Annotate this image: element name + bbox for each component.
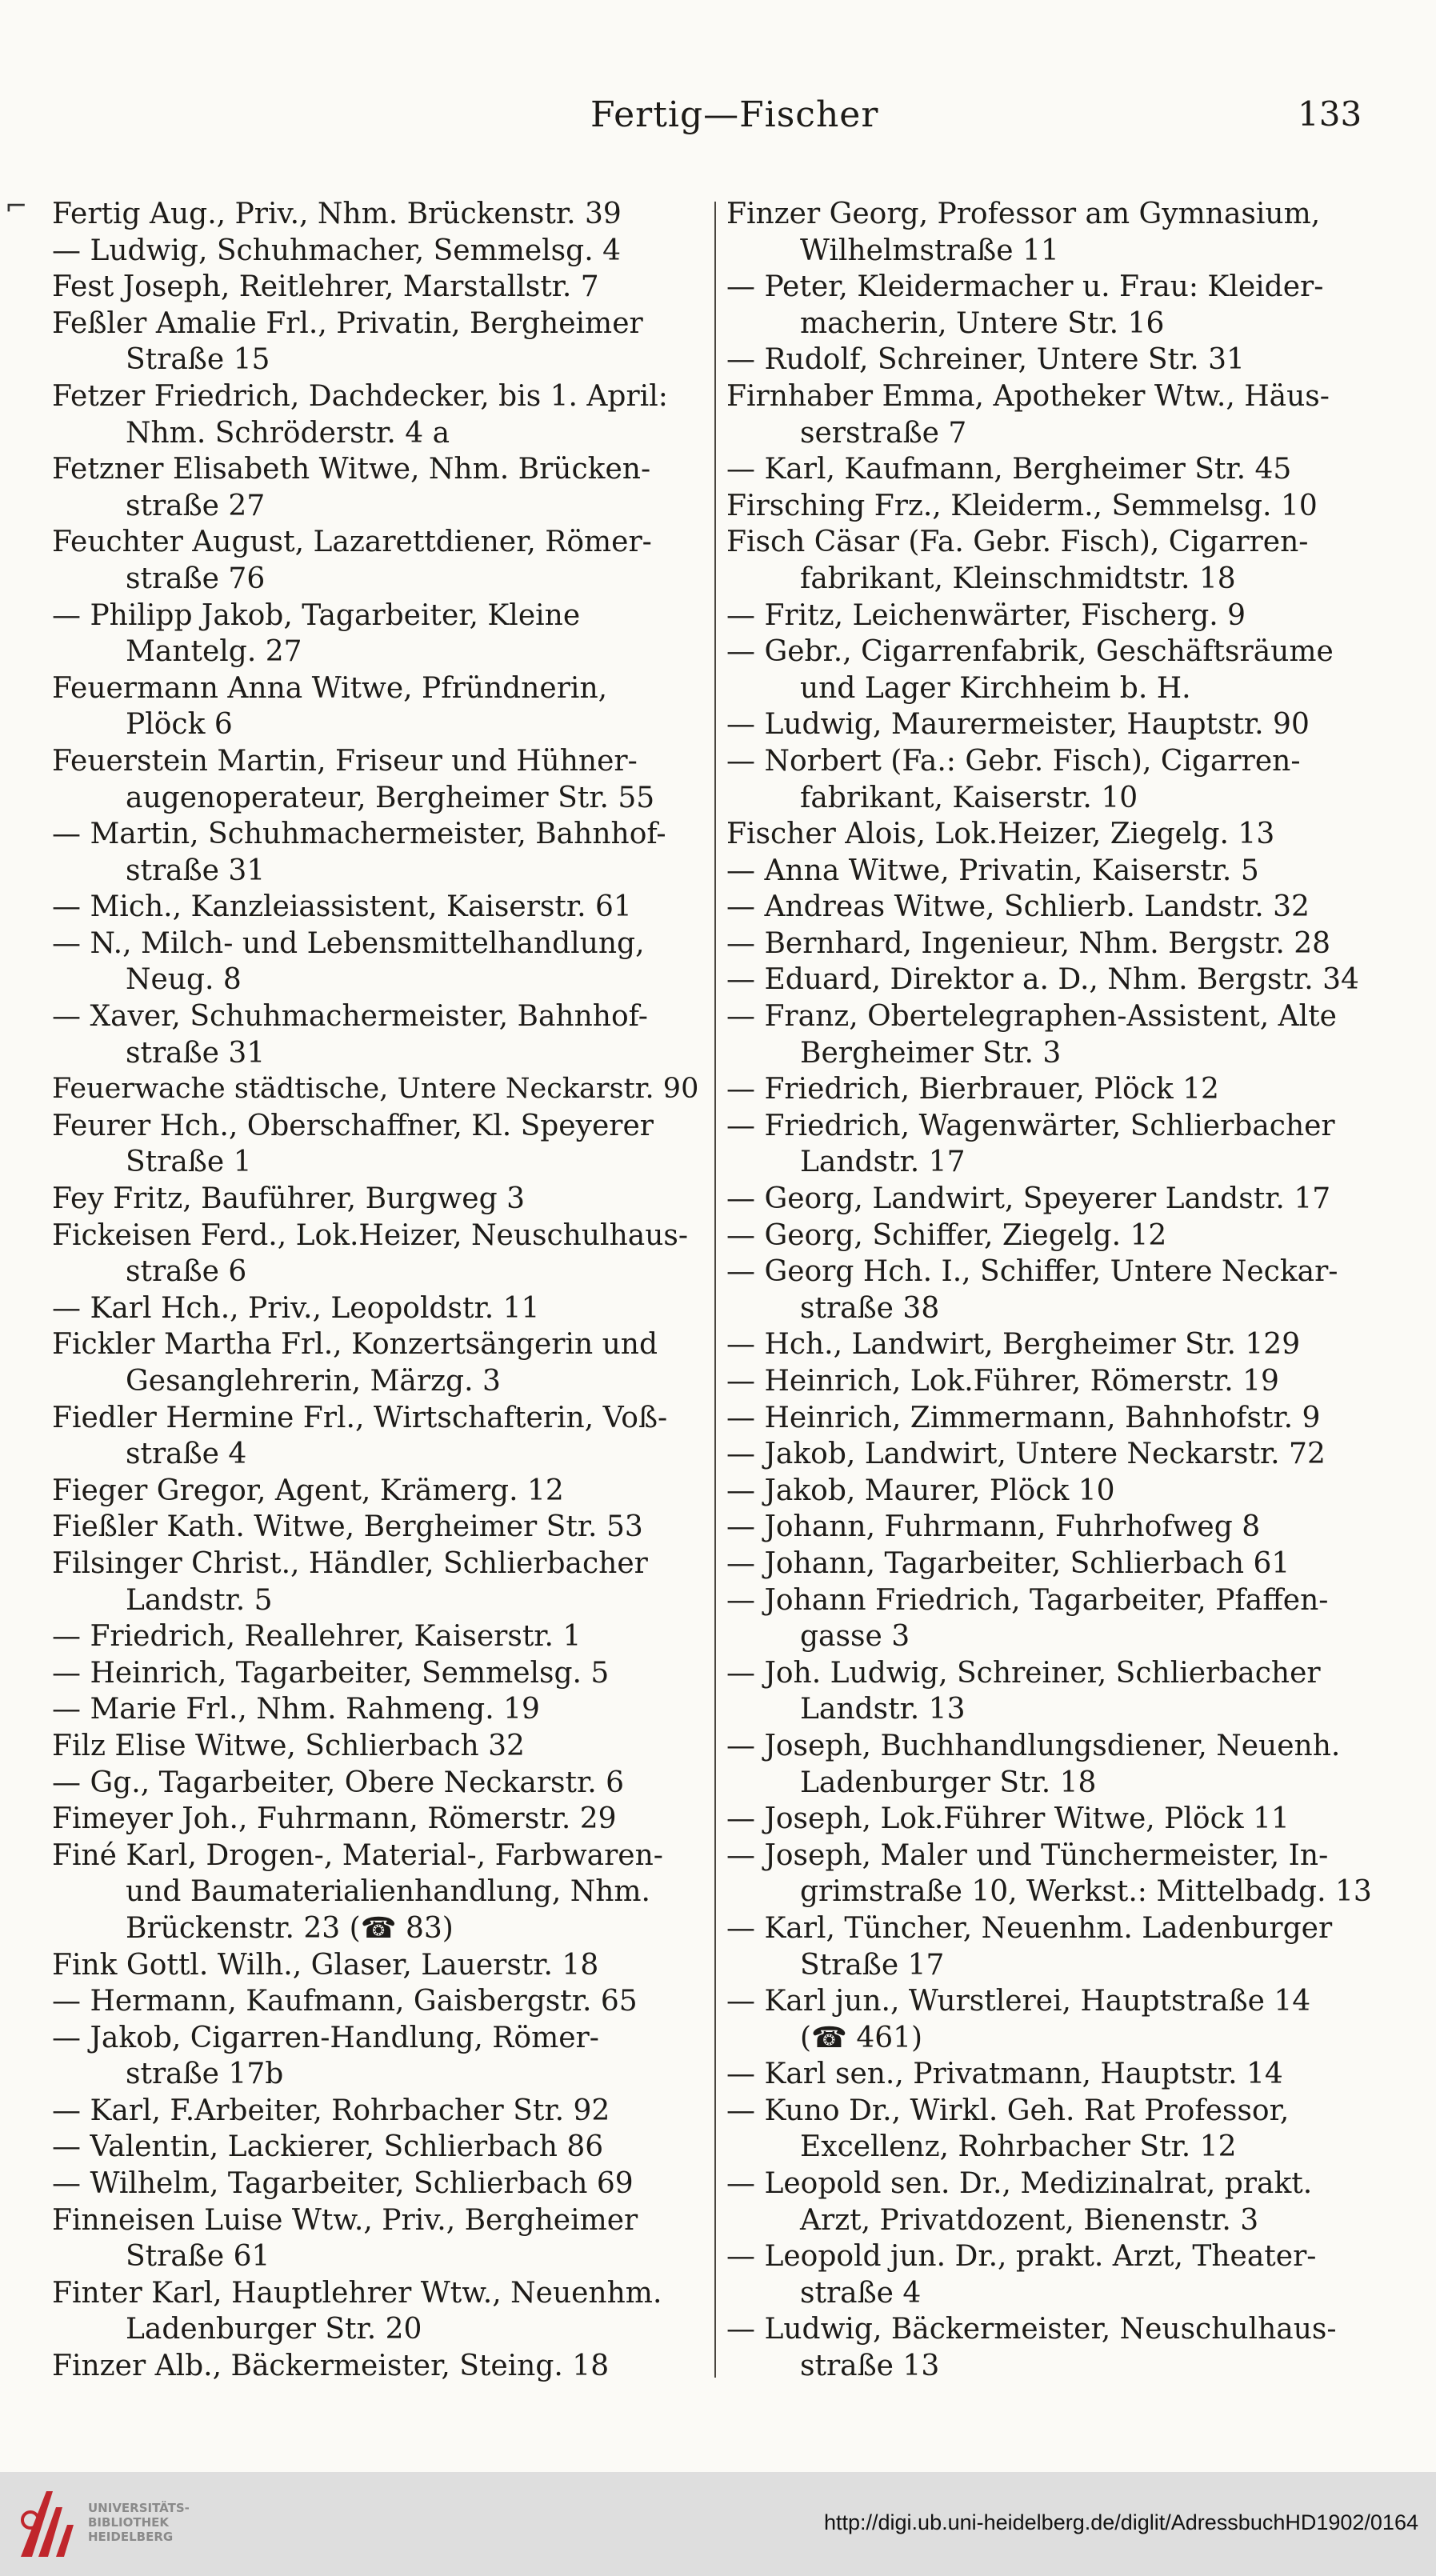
directory-entry-line: — Philipp Jakob, Tagarbeiter, Kleine xyxy=(52,598,581,632)
directory-entry-line: — Heinrich, Zimmermann, Bahnhofstr. 9 xyxy=(726,1401,1321,1434)
directory-entry-line: Fießler Kath. Witwe, Bergheimer Str. 53 xyxy=(52,1510,643,1544)
directory-entry-line: Feuerwache städtische, Untere Neckarstr. 90 xyxy=(52,1073,699,1106)
directory-entry-line: Fest Joseph, Reitlehrer, Marstallstr. 7 xyxy=(52,270,599,304)
directory-entry-line: Neug. 8 xyxy=(126,963,242,997)
source-url-link[interactable]: http://digi.ub.uni-heidelberg.de/diglit/AdressbuchHD1902/0164 xyxy=(823,2510,1418,2534)
directory-entry-line: und Lager Kirchheim b. H. xyxy=(800,671,1191,705)
running-title: Fertig—Fischer xyxy=(590,94,879,135)
directory-entry-line: — Jakob, Maurer, Plöck 10 xyxy=(726,1474,1115,1507)
directory-entry-line: Finé Karl, Drogen-, Material-, Farbwaren- xyxy=(52,1838,663,1872)
directory-entry-line: Finzer Georg, Professor am Gymnasium, xyxy=(726,198,1321,230)
directory-entry-line: Bergheimer Str. 3 xyxy=(800,1036,1062,1070)
left-column xyxy=(52,196,704,2388)
directory-entry-line: — Friedrich, Bierbrauer, Plöck 12 xyxy=(726,1073,1219,1106)
directory-entry-line: — N., Milch- und Lebensmittelhandlung, xyxy=(52,926,645,960)
directory-entry-line: straße 4 xyxy=(800,2276,922,2310)
directory-entry-line: — Fritz, Leichenwärter, Fischerg. 9 xyxy=(726,598,1246,632)
directory-entry-line: — Hch., Landwirt, Bergheimer Str. 129 xyxy=(726,1328,1301,1362)
directory-entry-line: — Peter, Kleidermacher u. Frau: Kleider- xyxy=(726,270,1324,304)
directory-entry-line: — Gebr., Cigarrenfabrik, Geschäftsräume xyxy=(726,635,1334,669)
directory-entry-line: — Mich., Kanzleiassistent, Kaiserstr. 61 xyxy=(52,890,632,924)
directory-entry-line: — Rudolf, Schreiner, Untere Str. 31 xyxy=(726,343,1245,377)
directory-entry-line: straße 27 xyxy=(126,489,266,522)
directory-entry-line: fabrikant, Kaiserstr. 10 xyxy=(800,781,1138,814)
library-name xyxy=(88,2501,190,2544)
library-name-line: UNIVERSITÄTS- xyxy=(88,2501,190,2515)
directory-entry-line: Fimeyer Joh., Fuhrmann, Römerstr. 29 xyxy=(52,1802,617,1836)
directory-entry-line: Feuchter August, Lazarettdiener, Römer- xyxy=(52,526,652,559)
column-divider xyxy=(714,202,716,2378)
directory-entry-line: Fey Fritz, Bauführer, Burgweg 3 xyxy=(52,1182,525,1216)
directory-entry-line: — Ludwig, Maurermeister, Hauptstr. 90 xyxy=(726,708,1310,742)
directory-entry-line: macherin, Untere Str. 16 xyxy=(800,306,1165,340)
directory-entry-line: — Johann Friedrich, Tagarbeiter, Pfaffen- xyxy=(726,1583,1329,1617)
directory-entry-line: straße 76 xyxy=(126,562,266,595)
directory-entry-line: — Karl, Tüncher, Neuenhm. Ladenburger xyxy=(726,1911,1333,1945)
directory-entry-line: Gesanglehrerin, Märzg. 3 xyxy=(126,1365,501,1398)
directory-entry-line: Filsinger Christ., Händler, Schlierbacher xyxy=(52,1546,648,1580)
directory-entry-line: Nhm. Schröderstr. 4 a xyxy=(126,416,450,450)
directory-entry-line: Brückenstr. 23 (☎ 83) xyxy=(126,1911,454,1945)
right-column xyxy=(726,196,1378,2388)
directory-entry-line: Filz Elise Witwe, Schlierbach 32 xyxy=(52,1729,525,1762)
directory-entry-line: — Eduard, Direktor a. D., Nhm. Bergstr. 34 xyxy=(726,963,1359,997)
directory-entry-line: grimstraße 10, Werkst.: Mittelbadg. 13 xyxy=(800,1875,1372,1909)
directory-entry-line: — Jakob, Cigarren-Handlung, Römer- xyxy=(52,2021,599,2054)
directory-entry-line: gasse 3 xyxy=(800,1620,910,1654)
directory-entry-line: — Georg Hch. I., Schiffer, Untere Neckar- xyxy=(726,1255,1338,1289)
directory-entry-line: straße 31 xyxy=(126,854,266,887)
directory-entry-line: — Wilhelm, Tagarbeiter, Schlierbach 69 xyxy=(52,2167,634,2201)
directory-entry-line: — Friedrich, Reallehrer, Kaiserstr. 1 xyxy=(52,1620,582,1654)
directory-entry-line: Fickeisen Ferd., Lok.Heizer, Neuschulhaus- xyxy=(52,1218,689,1252)
directory-entry-line: fabrikant, Kleinschmidtstr. 18 xyxy=(800,562,1236,595)
directory-entry-line: Ladenburger Str. 18 xyxy=(800,1766,1097,1799)
directory-entry-line: straße 17b xyxy=(126,2058,284,2091)
directory-entry-line: — Joseph, Buchhandlungsdiener, Neuenh. xyxy=(726,1729,1341,1762)
directory-entry-line: — Ludwig, Bäckermeister, Neuschulhaus- xyxy=(726,2313,1337,2346)
directory-entry-line: — Karl Hch., Priv., Leopoldstr. 11 xyxy=(52,1291,540,1325)
directory-entry-line: — Ludwig, Schuhmacher, Semmelsg. 4 xyxy=(52,234,621,267)
directory-entry-line: — Leopold jun. Dr., prakt. Arzt, Theater- xyxy=(726,2240,1317,2274)
directory-entry-line: — Xaver, Schuhmachermeister, Bahnhof- xyxy=(52,1000,648,1034)
directory-entry-line: — Joh. Ludwig, Schreiner, Schlierbacher xyxy=(726,1656,1321,1690)
directory-entry-line: Excellenz, Rohrbacher Str. 12 xyxy=(800,2130,1237,2164)
directory-entry-line: Feßler Amalie Frl., Privatin, Bergheimer xyxy=(52,306,643,340)
directory-entry-line: Fetzer Friedrich, Dachdecker, bis 1. April: xyxy=(52,379,668,413)
library-name-line: HEIDELBERG xyxy=(88,2530,174,2544)
library-name-line: BIBLIOTHEK xyxy=(88,2515,169,2530)
directory-entry-line: — Marie Frl., Nhm. Rahmeng. 19 xyxy=(52,1693,540,1726)
directory-entry-line: straße 13 xyxy=(800,2350,940,2383)
directory-entry-line: serstraße 7 xyxy=(800,416,967,450)
directory-entry-line: Straße 61 xyxy=(126,2240,270,2274)
directory-entry-line: Straße 1 xyxy=(126,1146,252,1179)
directory-entry-line: straße 4 xyxy=(126,1438,247,1471)
directory-entry-line: Mantelg. 27 xyxy=(126,635,302,669)
directory-entry-line: Fiedler Hermine Frl., Wirtschafterin, Voß- xyxy=(52,1401,668,1434)
page-number: 133 xyxy=(1298,94,1362,134)
directory-entry-line: Landstr. 13 xyxy=(800,1693,966,1726)
directory-entry-line: Fisch Cäsar (Fa. Gebr. Fisch), Cigarren- xyxy=(726,526,1309,559)
directory-entry-line: und Baumaterialienhandlung, Nhm. xyxy=(126,1875,650,1909)
directory-entry-line: Landstr. 5 xyxy=(126,1583,273,1617)
footer-bar xyxy=(0,2472,1436,2576)
directory-entry-line: — Gg., Tagarbeiter, Obere Neckarstr. 6 xyxy=(52,1766,625,1799)
directory-entry-line: Fischer Alois, Lok.Heizer, Ziegelg. 13 xyxy=(726,818,1275,851)
directory-entry-line: straße 38 xyxy=(800,1291,940,1325)
directory-entry-line: — Heinrich, Lok.Führer, Römerstr. 19 xyxy=(726,1365,1279,1398)
directory-entry-line: Wilhelmstraße 11 xyxy=(800,234,1059,267)
directory-entry-line: Straße 17 xyxy=(800,1948,945,1982)
directory-entry-line: — Bernhard, Ingenieur, Nhm. Bergstr. 28 xyxy=(726,926,1331,960)
directory-entry-line: straße 6 xyxy=(126,1255,247,1289)
page-header xyxy=(0,94,1436,142)
directory-entry-line: — Hermann, Kaufmann, Gaisbergstr. 65 xyxy=(52,1985,638,2018)
directory-entry-line: — Georg, Schiffer, Ziegelg. 12 xyxy=(726,1218,1167,1252)
directory-entry-line: Fetzner Elisabeth Witwe, Nhm. Brücken- xyxy=(52,453,651,486)
directory-entry-line: — Friedrich, Wagenwärter, Schlierbacher xyxy=(726,1109,1335,1142)
directory-entry-line: — Norbert (Fa.: Gebr. Fisch), Cigarren- xyxy=(726,744,1301,778)
directory-entry-line: Straße 15 xyxy=(126,343,270,377)
directory-entry-line: — Joseph, Lok.Führer Witwe, Plöck 11 xyxy=(726,1802,1290,1836)
directory-entry-line: — Georg, Landwirt, Speyerer Landstr. 17 xyxy=(726,1182,1331,1216)
directory-entry-line: — Heinrich, Tagarbeiter, Semmelsg. 5 xyxy=(52,1656,610,1690)
directory-entry-line: Feurer Hch., Oberschaffner, Kl. Speyerer xyxy=(52,1109,654,1142)
directory-entry-line: — Andreas Witwe, Schlierb. Landstr. 32 xyxy=(726,890,1310,924)
directory-entry-line: Fertig Aug., Priv., Nhm. Brückenstr. 39 xyxy=(52,198,622,230)
directory-entry-line: Ladenburger Str. 20 xyxy=(126,2313,422,2346)
directory-entry-line: Fink Gottl. Wilh., Glaser, Lauerstr. 18 xyxy=(52,1948,599,1982)
directory-entry-line: — Leopold sen. Dr., Medizinalrat, prakt. xyxy=(726,2167,1313,2201)
directory-entry-line: — Martin, Schuhmachermeister, Bahnhof- xyxy=(52,818,666,851)
directory-entry-line: straße 31 xyxy=(126,1036,266,1070)
directory-entry-line: — Karl sen., Privatmann, Hauptstr. 14 xyxy=(726,2058,1283,2091)
directory-entry-line: — Karl, Kaufmann, Bergheimer Str. 45 xyxy=(726,453,1292,486)
margin-mark-icon: ⌐ xyxy=(5,190,28,222)
university-logo-icon xyxy=(14,2483,80,2565)
directory-entry-line: — Johann, Fuhrmann, Fuhrhofweg 8 xyxy=(726,1510,1261,1544)
directory-entry-line: — Karl, F.Arbeiter, Rohrbacher Str. 92 xyxy=(52,2094,610,2127)
directory-entry-line: — Joseph, Maler und Tünchermeister, In- xyxy=(726,1838,1329,1872)
directory-entry-line: Landstr. 17 xyxy=(800,1146,966,1179)
directory-entry-line: — Jakob, Landwirt, Untere Neckarstr. 72 xyxy=(726,1438,1326,1471)
directory-entry-line: — Anna Witwe, Privatin, Kaiserstr. 5 xyxy=(726,854,1259,887)
directory-entry-line: Finneisen Luise Wtw., Priv., Bergheimer xyxy=(52,2203,638,2237)
directory-entry-line: — Kuno Dr., Wirkl. Geh. Rat Professor, xyxy=(726,2094,1290,2127)
directory-entry-line: Plöck 6 xyxy=(126,708,233,742)
directory-entry-line: Fickler Martha Frl., Konzertsängerin und xyxy=(52,1328,658,1362)
directory-entry-line: Arzt, Privatdozent, Bienenstr. 3 xyxy=(800,2203,1259,2237)
directory-entry-line: Finzer Alb., Bäckermeister, Steing. 18 xyxy=(52,2350,610,2383)
directory-entry-line: augenoperateur, Bergheimer Str. 55 xyxy=(126,781,655,814)
directory-entry-line: Feuerstein Martin, Friseur und Hühner- xyxy=(52,744,638,778)
directory-entry-line: Firnhaber Emma, Apotheker Wtw., Häus- xyxy=(726,379,1330,413)
directory-entry-line: Fieger Gregor, Agent, Krämerg. 12 xyxy=(52,1474,564,1507)
directory-entry-line: — Franz, Obertelegraphen-Assistent, Alte xyxy=(726,1000,1337,1034)
directory-entry-line: Feuermann Anna Witwe, Pfründnerin, xyxy=(52,671,608,705)
directory-entry-line: — Johann, Tagarbeiter, Schlierbach 61 xyxy=(726,1546,1290,1580)
directory-entry-line: (☎ 461) xyxy=(800,2021,923,2054)
directory-entry-line: Finter Karl, Hauptlehrer Wtw., Neuenhm. xyxy=(52,2276,662,2310)
directory-entry-line: — Valentin, Lackierer, Schlierbach 86 xyxy=(52,2130,604,2164)
directory-entry-line: — Karl jun., Wurstlerei, Hauptstraße 14 xyxy=(726,1985,1311,2018)
directory-entry-line: Firsching Frz., Kleiderm., Semmelsg. 10 xyxy=(726,489,1318,522)
